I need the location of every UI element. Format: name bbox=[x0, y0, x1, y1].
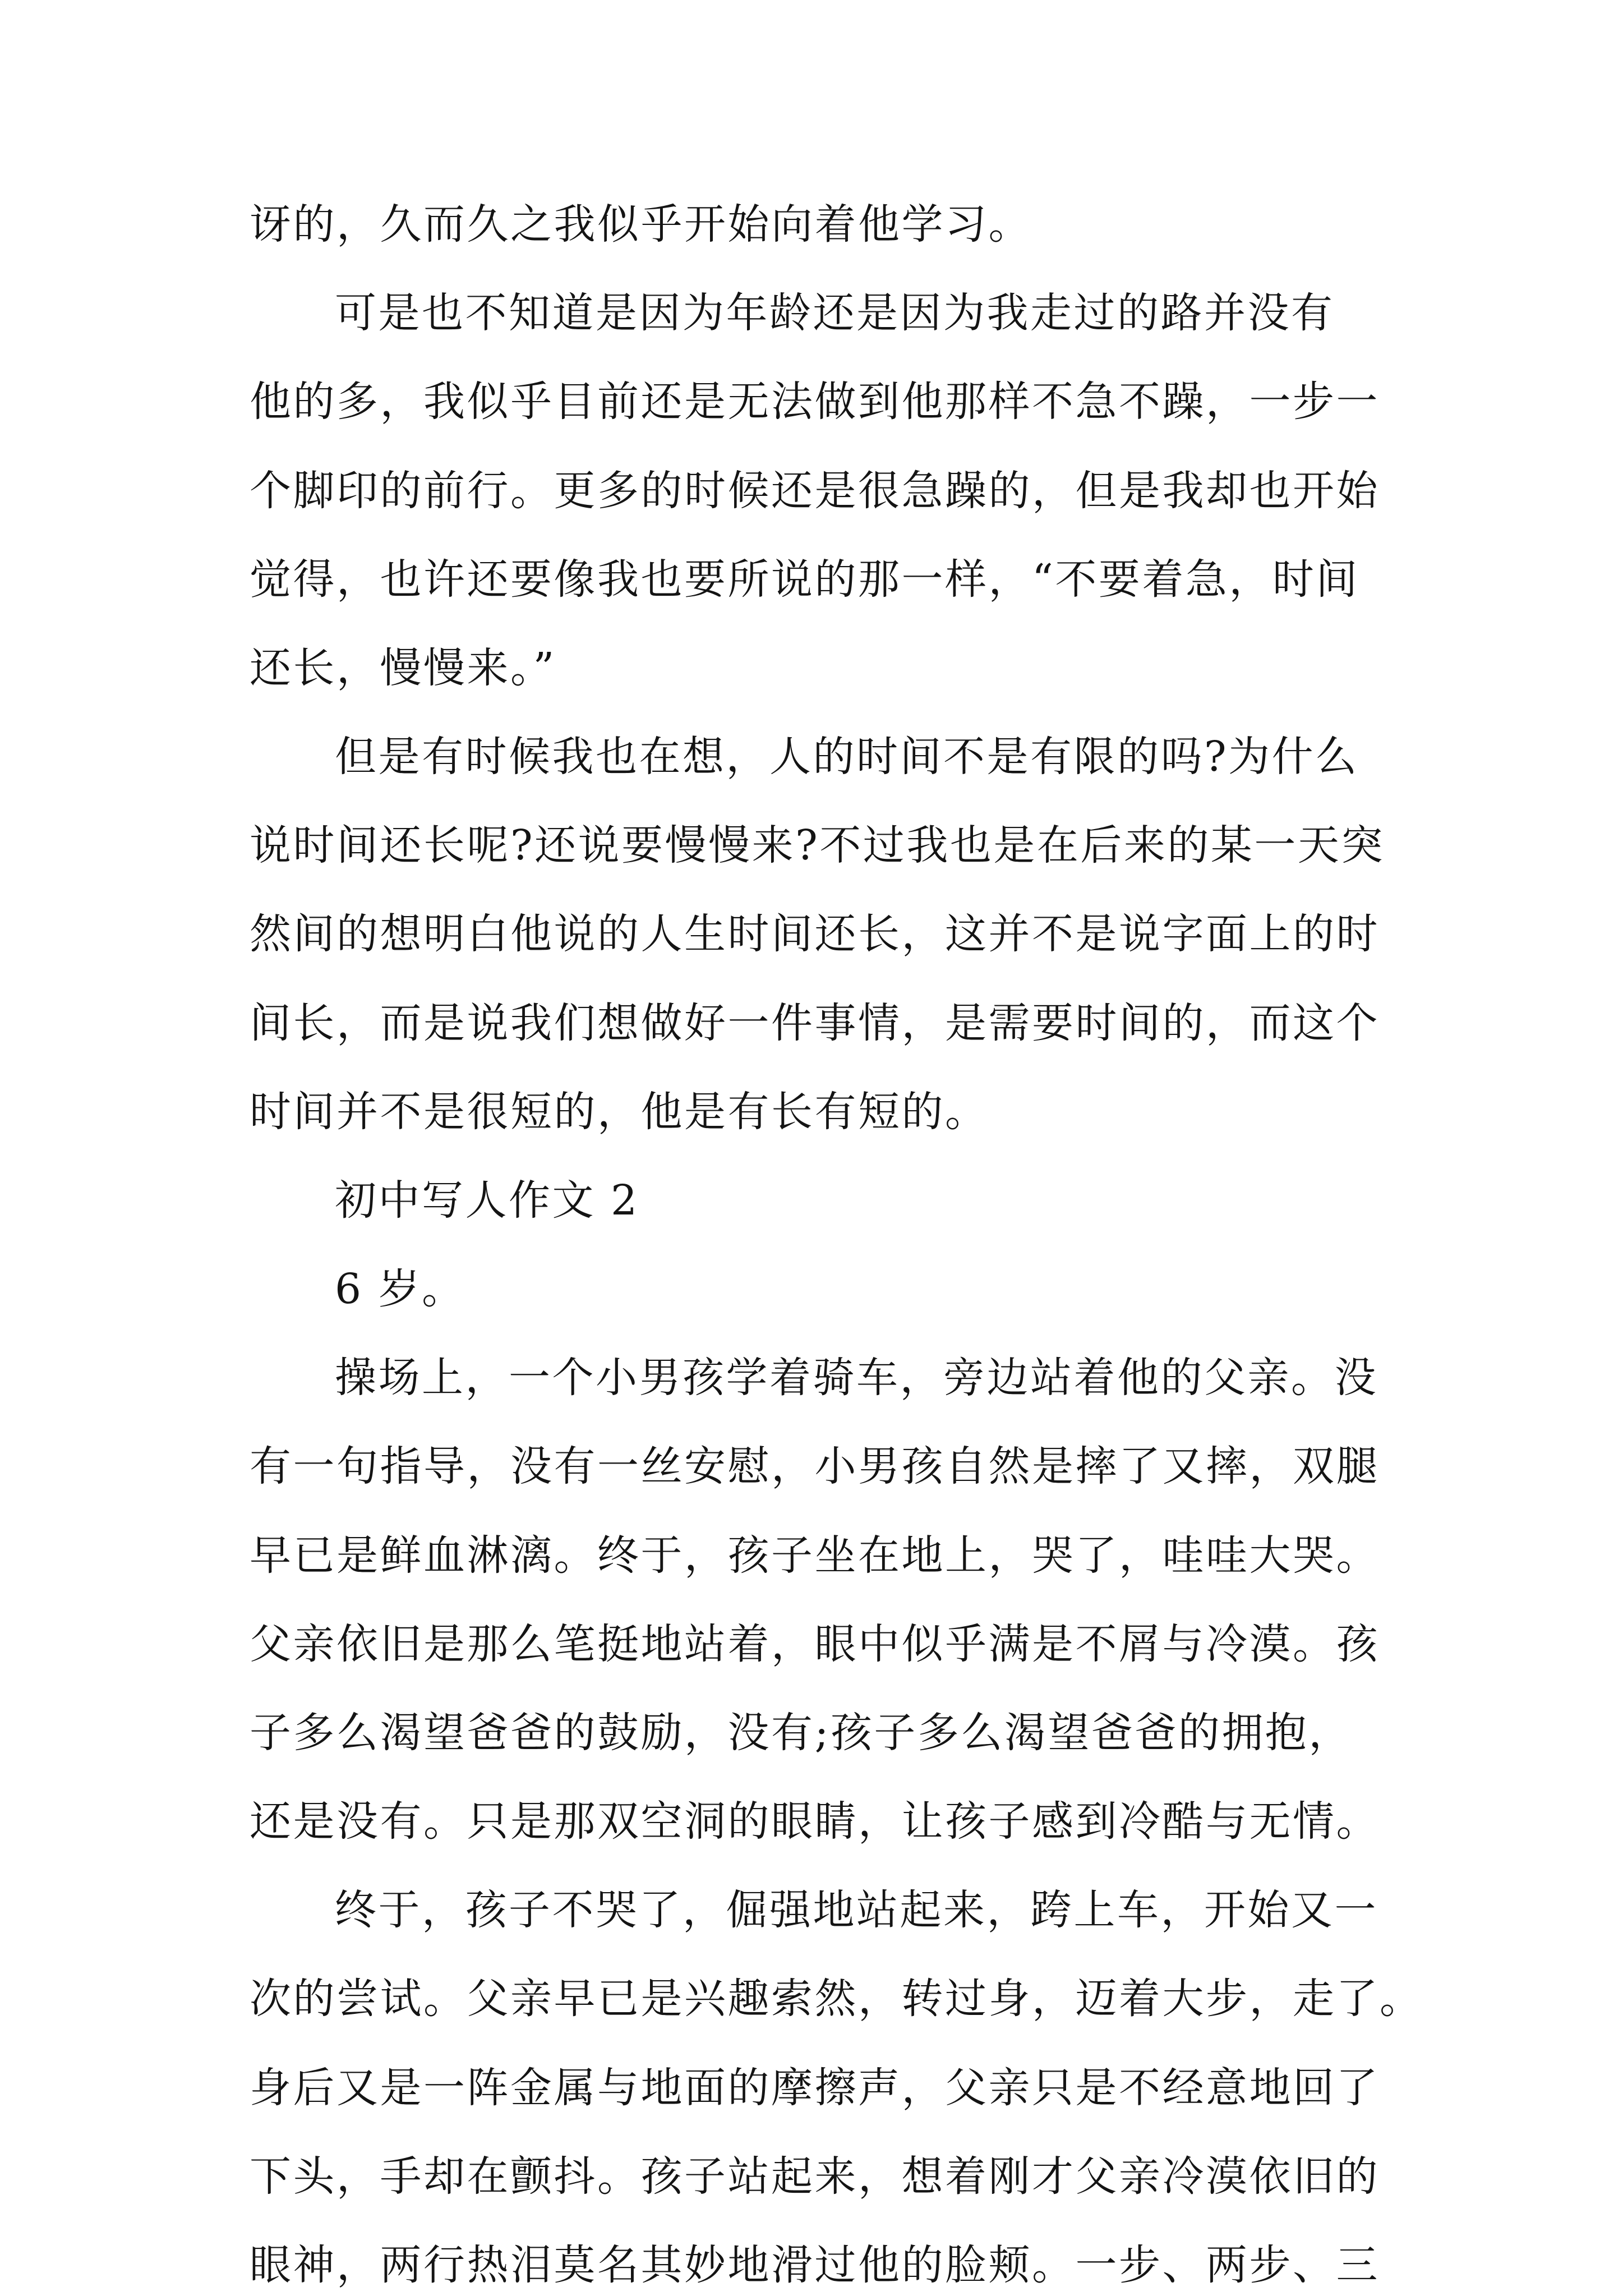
section-heading: 初中写人作文 2 bbox=[335, 1176, 639, 1225]
text-line-02: 可是也不知道是因为年龄还是因为我走过的路并没有 bbox=[335, 289, 1335, 337]
text-line-18: 子多么渴望爸爸的鼓励，没有;孩子多么渴望爸爸的拥抱， bbox=[250, 1709, 1352, 1757]
text-line-06: 还长，慢慢来。” bbox=[250, 644, 556, 692]
text-line-20: 终于，孩子不哭了，倔强地站起来，跨上车，开始又一 bbox=[335, 1886, 1378, 1934]
text-line-21: 次的尝试。父亲早已是兴趣索然，转过身，迈着大步，走了。 bbox=[250, 1975, 1423, 2023]
text-line-10: 间长，而是说我们想做好一件事情，是需要时间的，而这个 bbox=[250, 999, 1380, 1047]
text-line-14: 操场上，一个小男孩学着骑车，旁边站着他的父亲。没 bbox=[335, 1354, 1378, 1402]
text-line-22: 身后又是一阵金属与地面的摩擦声，父亲只是不经意地回了 bbox=[250, 2064, 1380, 2112]
text-line-16: 早已是鲜血淋漓。终于，孩子坐在地上，哭了，哇哇大哭。 bbox=[250, 1531, 1380, 1580]
text-line-23: 下头，手却在颤抖。孩子站起来，想着刚才父亲冷漠依旧的 bbox=[250, 2152, 1380, 2201]
text-line-04: 个脚印的前行。更多的时候还是很急躁的，但是我却也开始 bbox=[250, 467, 1380, 515]
text-line-19: 还是没有。只是那双空洞的眼睛，让孩子感到冷酷与无情。 bbox=[250, 1797, 1380, 1846]
text-line-15: 有一句指导，没有一丝安慰，小男孩自然是摔了又摔，双腿 bbox=[250, 1442, 1380, 1490]
text-line-17: 父亲依旧是那么笔挺地站着，眼中似乎满是不屑与冷漠。孩 bbox=[250, 1620, 1380, 1668]
text-line-11: 时间并不是很短的，他是有长有短的。 bbox=[250, 1088, 989, 1136]
text-line-01: 讶的，久而久之我似乎开始向着他学习。 bbox=[250, 200, 1032, 249]
text-line-03: 他的多，我似乎目前还是无法做到他那样不急不躁，一步一 bbox=[250, 378, 1380, 426]
text-line-07: 但是有时候我也在想，人的时间不是有限的吗?为什么 bbox=[335, 733, 1359, 781]
text-line-08: 说时间还长呢?还说要慢慢来?不过我也是在后来的某一天突 bbox=[250, 821, 1385, 869]
text-line-24: 眼神，两行热泪莫名其妙地滑过他的脸颊。一步、两步、三 bbox=[250, 2241, 1380, 2289]
text-line-13: 6 岁。 bbox=[335, 1265, 465, 1313]
text-line-05: 觉得，也许还要像我也要所说的那一样，“不要着急，时间 bbox=[250, 555, 1359, 604]
text-line-09: 然间的想明白他说的人生时间还长，这并不是说字面上的时 bbox=[250, 910, 1380, 958]
